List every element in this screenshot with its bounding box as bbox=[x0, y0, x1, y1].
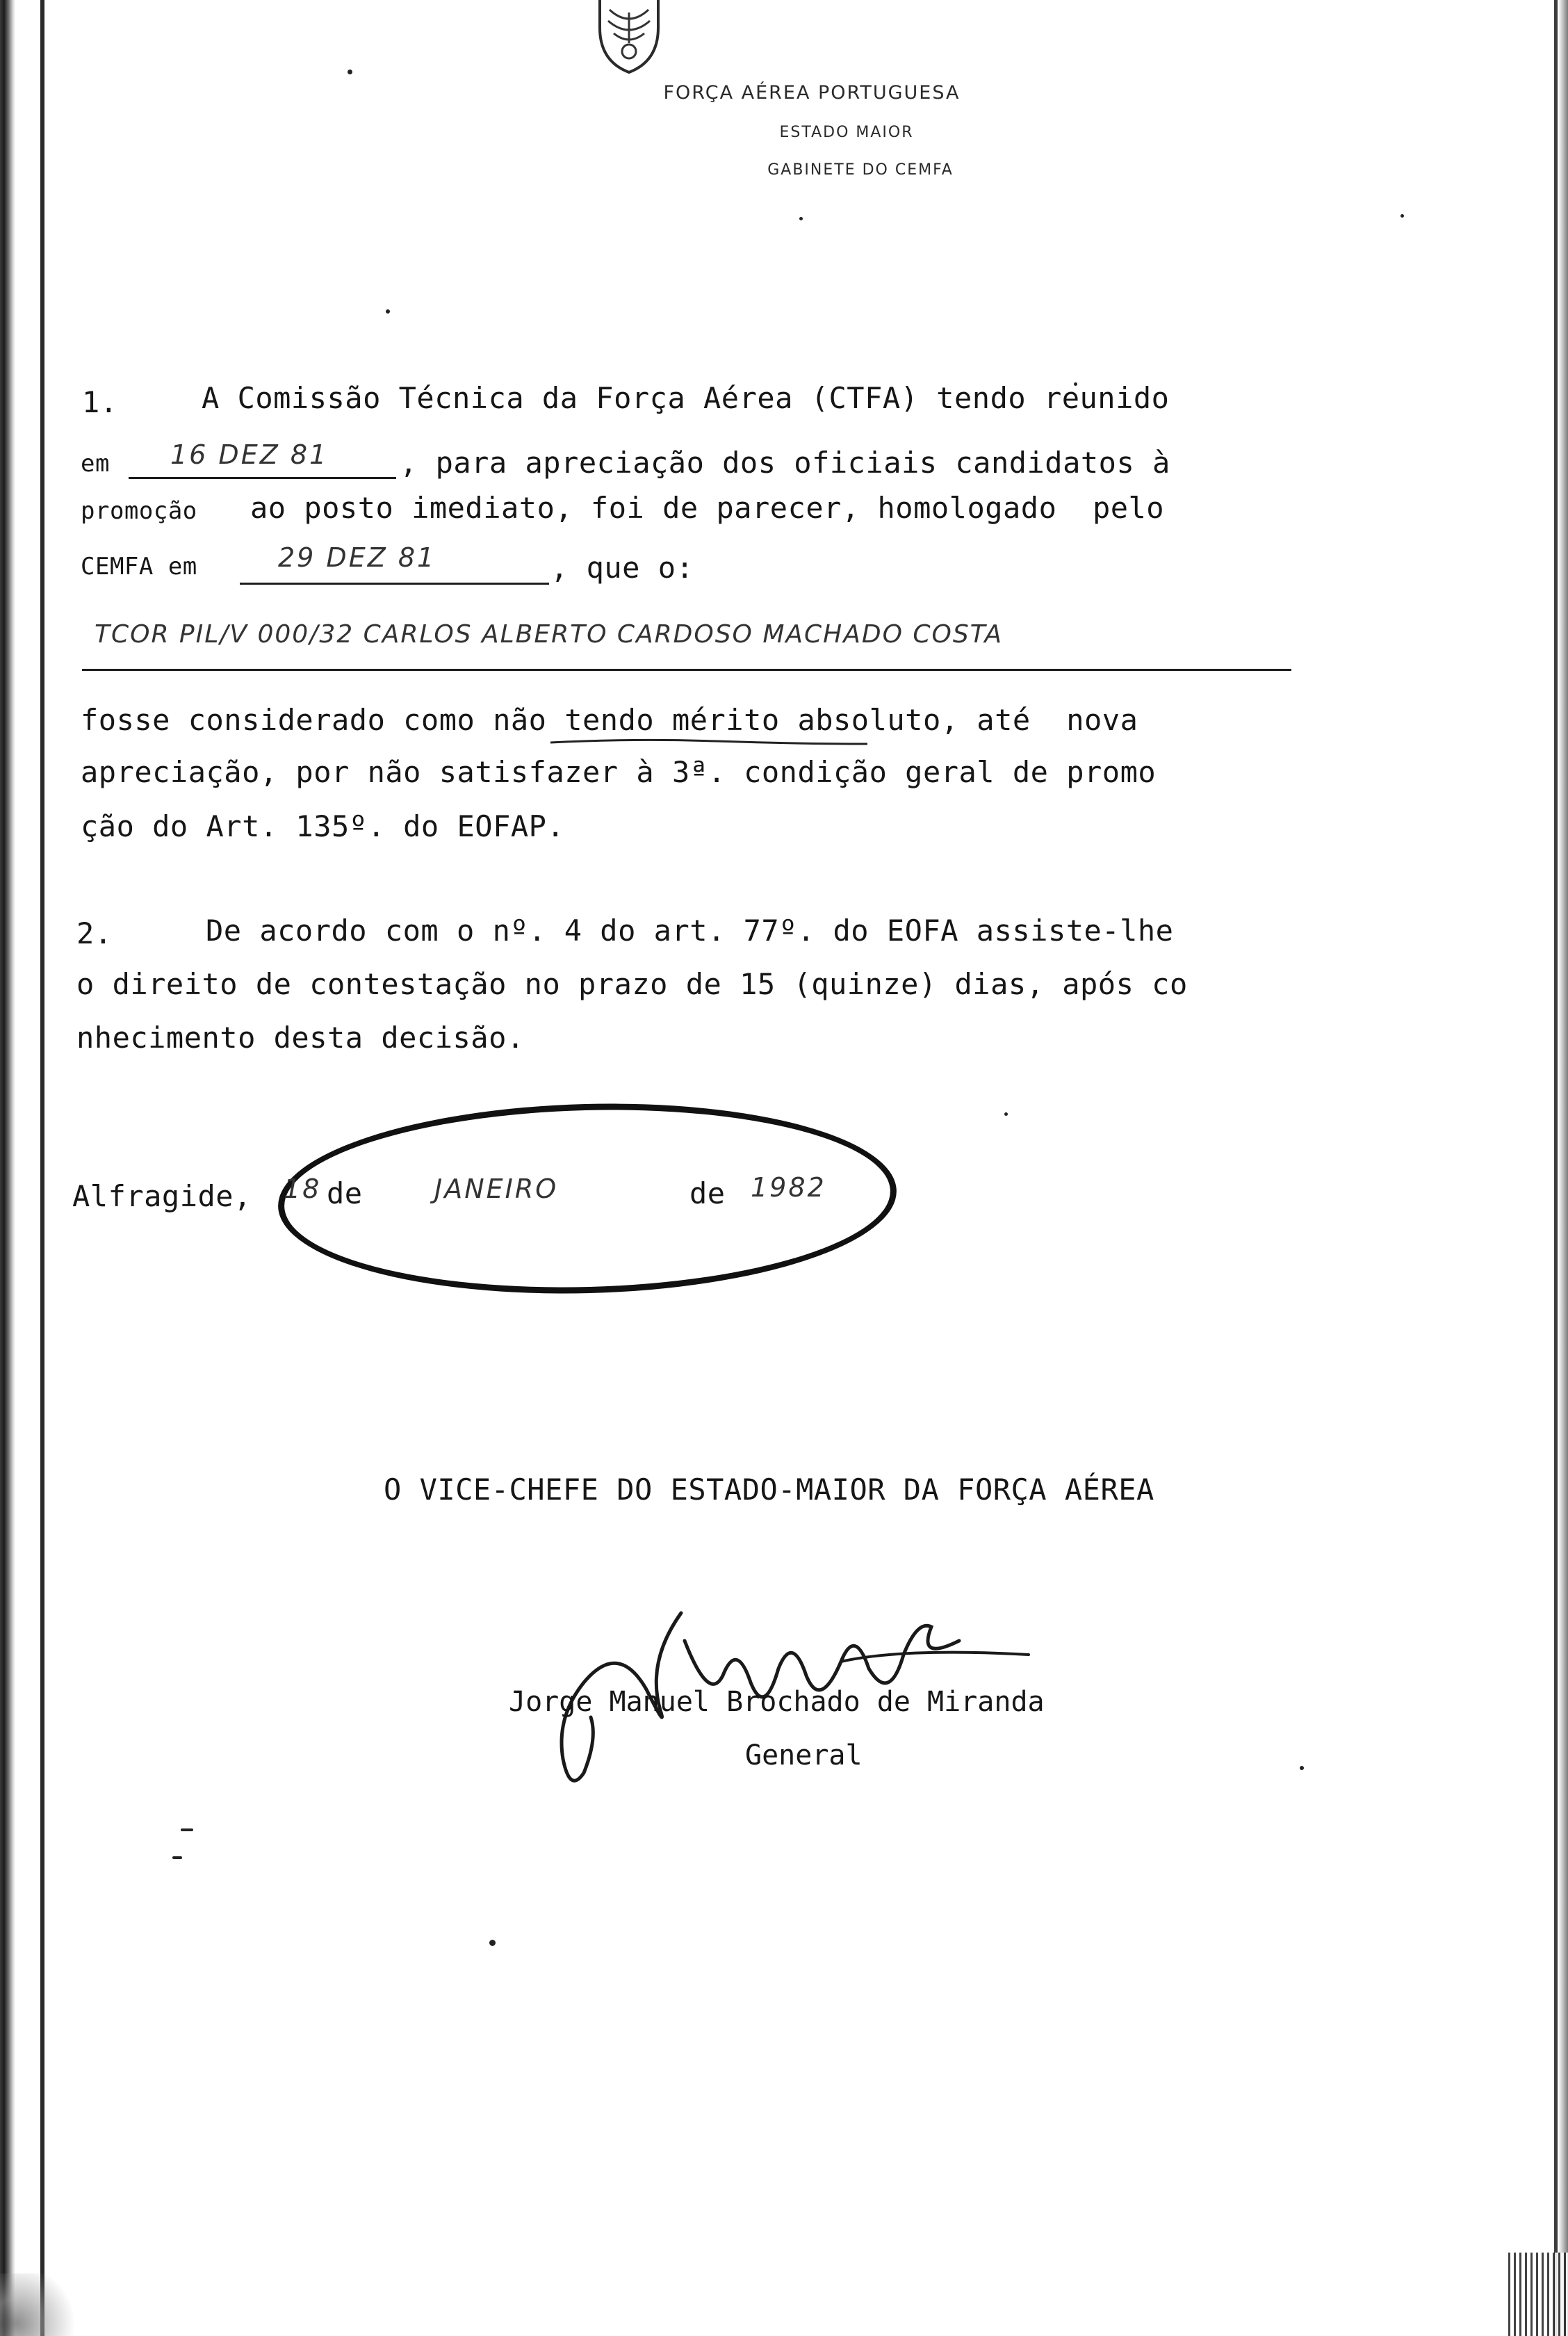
para2-number: 2. bbox=[76, 916, 113, 950]
para1-line-3-b: ao posto imediato, foi de parecer, homologado pelo bbox=[250, 491, 1165, 525]
scan-corner-smudge bbox=[0, 2273, 83, 2336]
speck bbox=[1300, 1766, 1304, 1770]
para1-number: 1. bbox=[82, 385, 118, 419]
para1-line-2-suffix: , para apreciação dos oficiais candidatos à bbox=[400, 446, 1170, 480]
speck bbox=[348, 70, 352, 74]
date-de-1: de bbox=[327, 1176, 363, 1210]
emphasis-underline bbox=[549, 736, 869, 751]
para1-line-1: A Comissão Técnica da Força Aérea (CTFA) tendo reunido bbox=[202, 381, 1170, 415]
officer-name-underline bbox=[82, 669, 1291, 671]
letterhead-line-3: GABINETE DO CEMFA bbox=[767, 161, 954, 179]
date-day: 18 bbox=[284, 1174, 322, 1204]
signatory-title: O VICE-CHEFE DO ESTADO-MAIOR DA FORÇA AÉREA bbox=[384, 1473, 1154, 1507]
approval-date-underline bbox=[240, 583, 549, 585]
signatory-name: Jorge Manuel Brochado de Miranda bbox=[509, 1686, 1045, 1718]
para2-line-3: nhecimento desta decisão. bbox=[76, 1021, 525, 1055]
speck bbox=[1400, 214, 1404, 218]
place: Alfragide, bbox=[72, 1179, 252, 1213]
letterhead-line-1: FORÇA AÉREA PORTUGUESA bbox=[663, 82, 961, 104]
para1-line-7: ção do Art. 135º. do EOFAP. bbox=[81, 809, 565, 843]
para1-line-5: fosse considerado como não tendo mérito absoluto, até nova bbox=[81, 703, 1138, 737]
speck bbox=[172, 1856, 182, 1859]
para1-line-2-prefix: em bbox=[81, 450, 110, 478]
para1-line-4-suffix: , que o: bbox=[550, 551, 694, 585]
meeting-date-underline bbox=[129, 477, 396, 479]
letterhead-line-2: ESTADO MAIOR bbox=[779, 124, 914, 141]
signatory-rank: General bbox=[745, 1739, 863, 1771]
approval-date: 29 DEZ 81 bbox=[278, 542, 436, 573]
para1-line-4-prefix: CEMFA em bbox=[81, 553, 197, 581]
para2-line-2: o direito de contestação no prazo de 15 (quinze) dias, após co bbox=[76, 967, 1188, 1001]
date-month: JANEIRO bbox=[434, 1174, 559, 1204]
date-de-2: de bbox=[689, 1176, 726, 1210]
speck bbox=[489, 1940, 496, 1946]
para2-line-1: De acordo com o nº. 4 do art. 77º. do EOFA assiste-lhe bbox=[206, 914, 1174, 948]
date-year: 1982 bbox=[751, 1172, 826, 1203]
speck bbox=[386, 309, 390, 314]
scan-corner-noise bbox=[1508, 2253, 1568, 2336]
meeting-date: 16 DEZ 81 bbox=[170, 439, 329, 470]
officer-name: TCOR PIL/V 000/32 CARLOS ALBERTO CARDOSO MACHADO COSTA bbox=[95, 620, 1003, 649]
air-force-crest-icon bbox=[587, 0, 671, 75]
speck bbox=[1004, 1112, 1008, 1116]
para1-line-6: apreciação, por não satisfazer à 3ª. condição geral de promo bbox=[81, 755, 1157, 789]
scan-right-line bbox=[1554, 0, 1558, 2336]
para1-line-3-a: promoção bbox=[81, 497, 197, 525]
scan-left-line bbox=[40, 0, 44, 2336]
scan-left-edge bbox=[0, 0, 15, 2336]
speck bbox=[799, 217, 803, 220]
speck bbox=[181, 1828, 193, 1831]
scan-right-edge bbox=[1558, 0, 1568, 2336]
